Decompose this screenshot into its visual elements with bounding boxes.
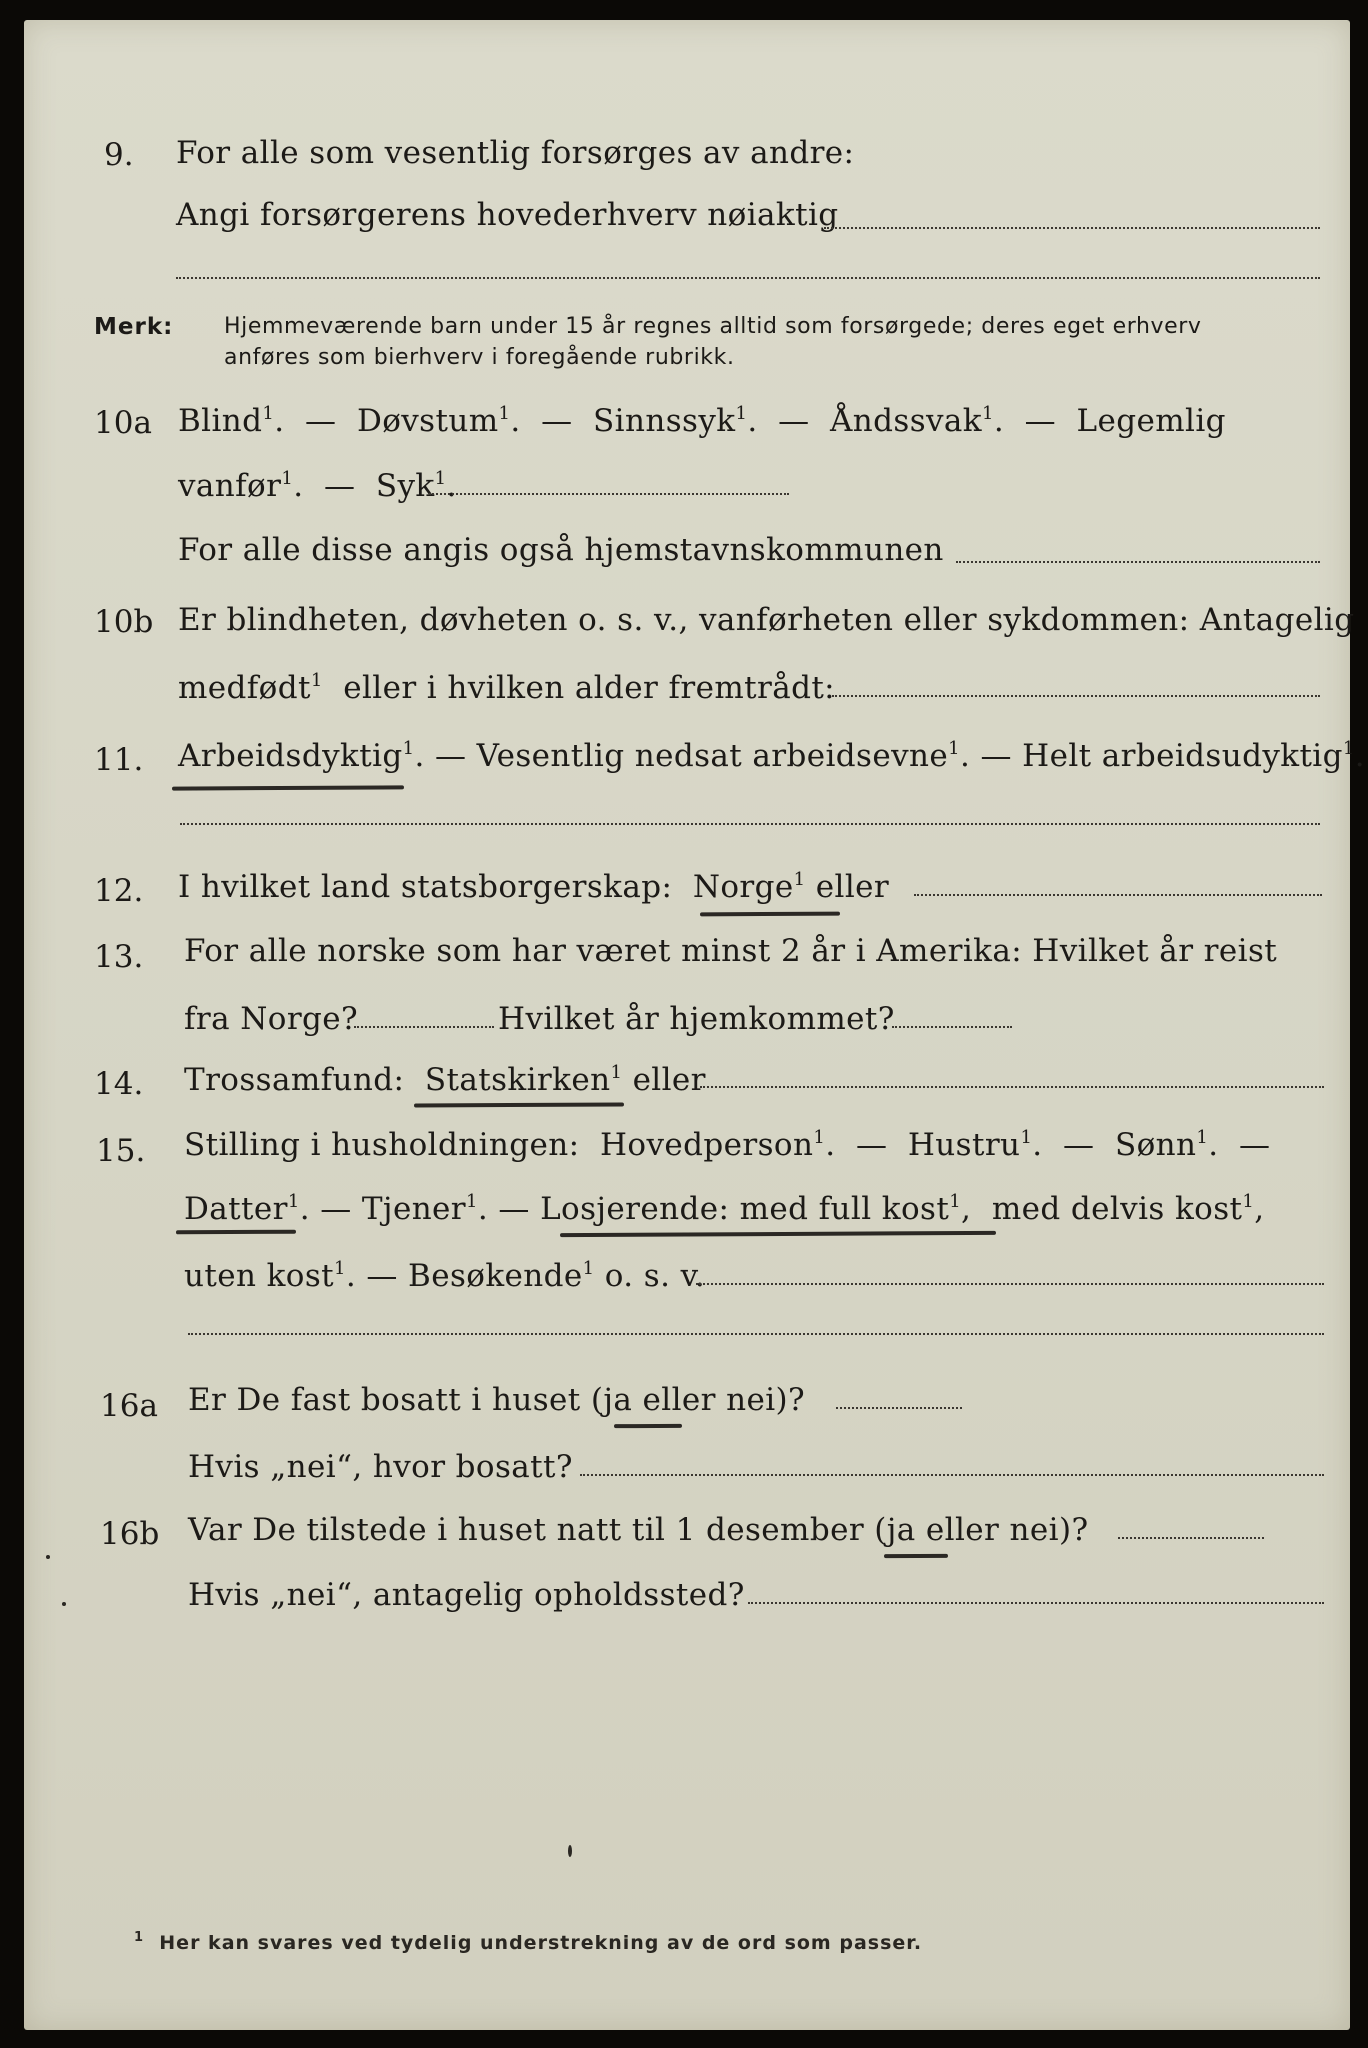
opt-arbeidsudyktig[interactable]: Helt arbeidsudyktig bbox=[1022, 738, 1343, 774]
q16b-answer-line[interactable] bbox=[1118, 1537, 1264, 1539]
answer-norge[interactable]: Norge bbox=[692, 869, 794, 905]
q10b-line1: Er blindheten, døvheten o. s. v., vanførheten eller sykdommen: Antagelig bbox=[178, 602, 1355, 638]
q13-number: 13. bbox=[94, 939, 144, 975]
opt-delvis-kost[interactable]: med delvis kost bbox=[991, 1191, 1243, 1227]
q9-number: 9. bbox=[104, 137, 134, 173]
q16a-number: 16a bbox=[100, 1388, 158, 1424]
q15-line1: Stilling i husholdningen: Hovedperson$^1$. — Hustru$^1$. — Sønn$^1$. — bbox=[184, 1127, 1271, 1163]
opt-blind[interactable]: Blind bbox=[178, 403, 263, 439]
census-form-page bbox=[24, 20, 1365, 2030]
q13-reist-line[interactable] bbox=[354, 1026, 494, 1028]
statskirken-handwritten-underline bbox=[414, 1102, 624, 1107]
q10a-line2: vanfør$^1$. — Syk$^1$. bbox=[178, 468, 457, 504]
q16a-bosatt-line[interactable] bbox=[580, 1474, 1324, 1476]
q15-line3: uten kost$^1$. — Besøkende$^1$ o. s. v. bbox=[184, 1258, 706, 1294]
opt-nedsat-arbeidsevne[interactable]: Vesentlig nedsat arbeidsevne bbox=[476, 738, 949, 774]
q14-line: Trossamfund: Statskirken$^1$ eller bbox=[184, 1062, 706, 1098]
norge-handwritten-underline bbox=[700, 912, 840, 917]
ink-speck bbox=[62, 1602, 66, 1606]
q12-line: I hvilket land statsborgerskap: Norge$^1$ eller bbox=[178, 869, 890, 905]
q10a-line3: For alle disse angis også hjemstavnskommunen bbox=[178, 532, 944, 568]
merk-note-line2: anføres som bierhverv i foregående rubrikk. bbox=[224, 345, 735, 370]
q14-number: 14. bbox=[94, 1066, 144, 1102]
q9-question: For alle som vesentlig forsørges av andre: bbox=[176, 135, 855, 171]
q15-number: 15. bbox=[96, 1133, 146, 1169]
opt-arbeidsdyktig[interactable]: Arbeidsdyktig bbox=[178, 738, 403, 774]
answer-statskirken[interactable]: Statskirken bbox=[424, 1062, 611, 1098]
opt-losjerende-full-kost[interactable]: Losjerende: med full kost bbox=[540, 1191, 950, 1227]
q16a-line2: Hvis „nei“, hvor bosatt? bbox=[188, 1449, 573, 1485]
merk-label: Merk: bbox=[94, 314, 174, 340]
opt-sinnssyk[interactable]: Sinnssyk bbox=[593, 403, 736, 439]
q13-hjemkommet-line[interactable] bbox=[892, 1026, 1012, 1028]
q16b-line1: Var De tilstede i huset natt til 1 desember (ja eller nei)? bbox=[188, 1512, 1089, 1548]
opt-datter[interactable]: Datter bbox=[184, 1191, 288, 1227]
q11-number: 11. bbox=[94, 742, 144, 778]
q9-prompt: Angi forsørgerens hovederhverv nøiaktig bbox=[176, 197, 839, 233]
q9-answer-line[interactable] bbox=[824, 227, 1320, 229]
q14-answer-line[interactable] bbox=[700, 1086, 1324, 1088]
q16b-opholdssted-line[interactable] bbox=[748, 1602, 1324, 1604]
merk-note-line1: Hjemmeværende barn under 15 år regnes alltid som forsørgede; deres eget erhverv bbox=[224, 314, 1202, 339]
opt-medfodt[interactable]: medfødt bbox=[178, 670, 311, 706]
opt-uten-kost[interactable]: uten kost bbox=[184, 1258, 335, 1294]
q16b-number: 16b bbox=[100, 1516, 160, 1552]
q12-answer-line[interactable] bbox=[914, 894, 1322, 896]
opt-legemlig[interactable]: Legemlig bbox=[1076, 403, 1226, 439]
opt-dovstum[interactable]: Døvstum bbox=[356, 403, 499, 439]
q10a-line1: Blind$^1$. — Døvstum$^1$. — Sinnssyk$^1$. — Åndssvak$^1$. — Legemlig bbox=[178, 403, 1226, 439]
ink-speck bbox=[568, 1845, 572, 1857]
opt-hovedperson[interactable]: Hovedperson bbox=[599, 1127, 814, 1163]
q10b-answer-line[interactable] bbox=[832, 695, 1320, 697]
q13-line2: fra Norge? Hvilket år hjemkommet? bbox=[184, 1001, 895, 1037]
q16a-line1: Er De fast bosatt i huset (ja eller nei)? bbox=[188, 1382, 806, 1418]
q15-answer-line[interactable] bbox=[696, 1283, 1324, 1285]
q11-answer-line[interactable] bbox=[180, 823, 1320, 825]
q9-answer-line-2[interactable] bbox=[176, 277, 1320, 279]
q10a-answer-line[interactable] bbox=[429, 493, 789, 495]
opt-syk[interactable]: Syk bbox=[375, 468, 435, 504]
q15-answer-line-2[interactable] bbox=[188, 1333, 1324, 1335]
opt-besokende[interactable]: Besøkende bbox=[408, 1258, 583, 1294]
q12-number: 12. bbox=[94, 873, 144, 909]
q10b-number: 10b bbox=[94, 604, 154, 640]
opt-andssvak[interactable]: Åndssvak bbox=[829, 403, 982, 439]
q10a-hjemstavn-line[interactable] bbox=[956, 561, 1320, 563]
q16a-answer-line[interactable] bbox=[836, 1407, 962, 1409]
q13-line1: For alle norske som har været minst 2 år i Amerika: Hvilket år reist bbox=[184, 933, 1278, 969]
losjerende-handwritten-underline bbox=[560, 1231, 996, 1237]
ink-speck bbox=[46, 1555, 50, 1559]
ja-handwritten-underline-16b bbox=[884, 1554, 948, 1558]
q10a-number: 10a bbox=[94, 405, 152, 441]
q11-line: Arbeidsdyktig$^1$. — Vesentlig nedsat arbeidsevne$^1$. — Helt arbeidsudyktig$^1$. bbox=[178, 738, 1365, 774]
opt-vanfor[interactable]: vanfør bbox=[178, 468, 282, 504]
footnote: $^1$ Her kan svares ved tydelig understrekning av de ord som passer. bbox=[134, 1930, 923, 1954]
ja-handwritten-underline-16a bbox=[614, 1424, 682, 1428]
opt-tjener[interactable]: Tjener bbox=[361, 1191, 467, 1227]
arbeidsdyktig-handwritten-underline bbox=[172, 785, 404, 790]
q16b-line2: Hvis „nei“, antagelig opholdssted? bbox=[188, 1577, 745, 1613]
datter-handwritten-underline bbox=[176, 1230, 296, 1235]
opt-sonn[interactable]: Sønn bbox=[1114, 1127, 1197, 1163]
q15-line2: Datter$^1$. — Tjener$^1$. — Losjerende: med full kost$^1$, med delvis kost$^1$, bbox=[184, 1191, 1265, 1227]
opt-hustru[interactable]: Hustru bbox=[907, 1127, 1021, 1163]
q10b-line2: medfødt$^1$ eller i hvilken alder fremtrådt: bbox=[178, 670, 836, 706]
